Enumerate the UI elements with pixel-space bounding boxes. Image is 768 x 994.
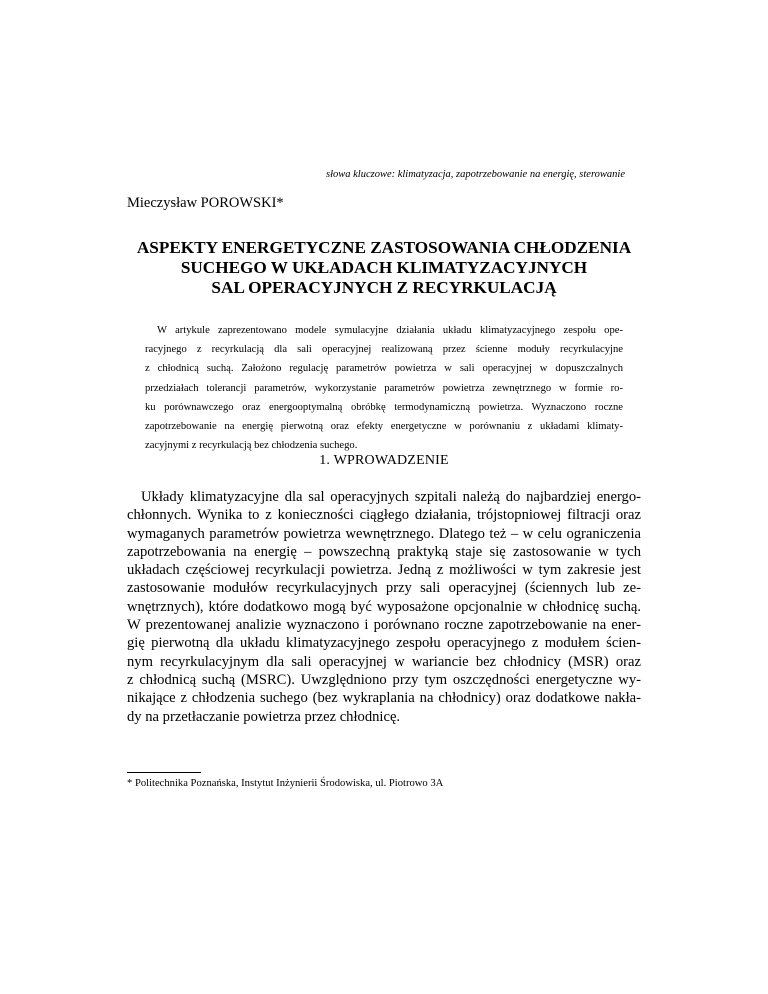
footnote: * Politechnika Poznańska, Instytut Inżynierii Środowiska, ul. Piotrowo 3A (127, 778, 444, 789)
title-line: SUCHEGO W UKŁADACH KLIMATYZACYJNYCH (180, 258, 588, 277)
body-line: nikające z chłodzenia suchego (bez wykraplania na chłodnicy) oraz dodatkowe nakła- (127, 690, 641, 707)
body-line: chłonnych. Wynika to z konieczności ciągłego działania, trójstopniowej filtracji oraz (127, 507, 641, 524)
abstract-line: przedziałach tolerancji parametrów, wykorzystanie parametrów powietrza zewnętrznego w formie ro- (145, 382, 623, 394)
body-paragraph (127, 488, 641, 726)
abstract-line: zacyjnymi z recyrkulacją bez chłodzenia suchego. (145, 440, 358, 452)
body-line: nym recyrkulacyjnym dla sali operacyjnej w wariancie bez chłodnicy (MSR) oraz (127, 653, 641, 670)
abstract (145, 321, 623, 455)
body-line: gię pierwotną dla układu klimatyzacyjnego zespołu operacyjnego z modułem ścien- (127, 635, 641, 652)
section-heading: 1. WPROWADZENIE (319, 453, 449, 468)
body-line: układach częściowej recyrkulacji powietrza. Jedną z możliwości w tym zakresie jest (127, 562, 641, 579)
abstract-line: W artykule zaprezentowano modele symulacyjne działania układu klimatyzacyjnego zespołu ope- (157, 325, 623, 336)
body-line: Układy klimatyzacyjne dla sal operacyjnych szpitali należą do najbardziej energo- (141, 489, 641, 505)
author-name: Mieczysław POROWSKI* (127, 195, 284, 211)
abstract-line: zapotrzebowanie na energię pierwotną oraz efekty energetyczne w porównaniu z układami klimaty- (145, 421, 623, 433)
abstract-line: ku porównawczego oraz energooptymalną obróbkę termodynamiczną powietrza. Wyznaczono roczne (145, 401, 623, 413)
body-line: W prezentowanej analizie wyznaczono i porównano roczne zapotrzebowanie na ener- (127, 617, 641, 634)
title-line: SAL OPERACYJNYCH Z RECYRKULACJĄ (211, 278, 557, 297)
body-line: wnętrznych), które dodatkowo mogą być wyposażone opcjonalnie w chłodnicę suchą. (127, 598, 641, 615)
body-line: wymaganych parametrów powietrza wewnętrznego. Dlatego też – w celu ograniczenia (127, 525, 641, 542)
paper-title (100, 238, 668, 298)
footnote-divider (127, 772, 201, 773)
body-line: dy na przetłaczanie powietrza przez chłodnicę. (127, 708, 401, 725)
abstract-line: racyjnego z recyrkulacją dla sali operacyjnej realizowaną przez ścienne moduły recyrkulacyjne (145, 344, 623, 356)
keywords-line: słowa kluczowe: klimatyzacja, zapotrzebowanie na energię, sterowanie (325, 169, 625, 180)
body-line: zastosowanie modułów recyrkulacyjnych przy sali operacyjnej (ściennych lub ze- (127, 580, 641, 597)
body-line: zapotrzebowania na energię – powszechną praktyką staje się zastosowanie w tych (127, 543, 641, 560)
body-line: z chłodnicą suchą (MSRC). Uwzględniono przy tym oszczędności energetyczne wy- (127, 671, 641, 688)
title-line: ASPEKTY ENERGETYCZNE ZASTOSOWANIA CHŁODZENIA (136, 238, 632, 257)
abstract-line: z chłodnicą suchą. Założono regulację parametrów powietrza w sali operacyjnej w dopuszczalnych (145, 363, 623, 375)
